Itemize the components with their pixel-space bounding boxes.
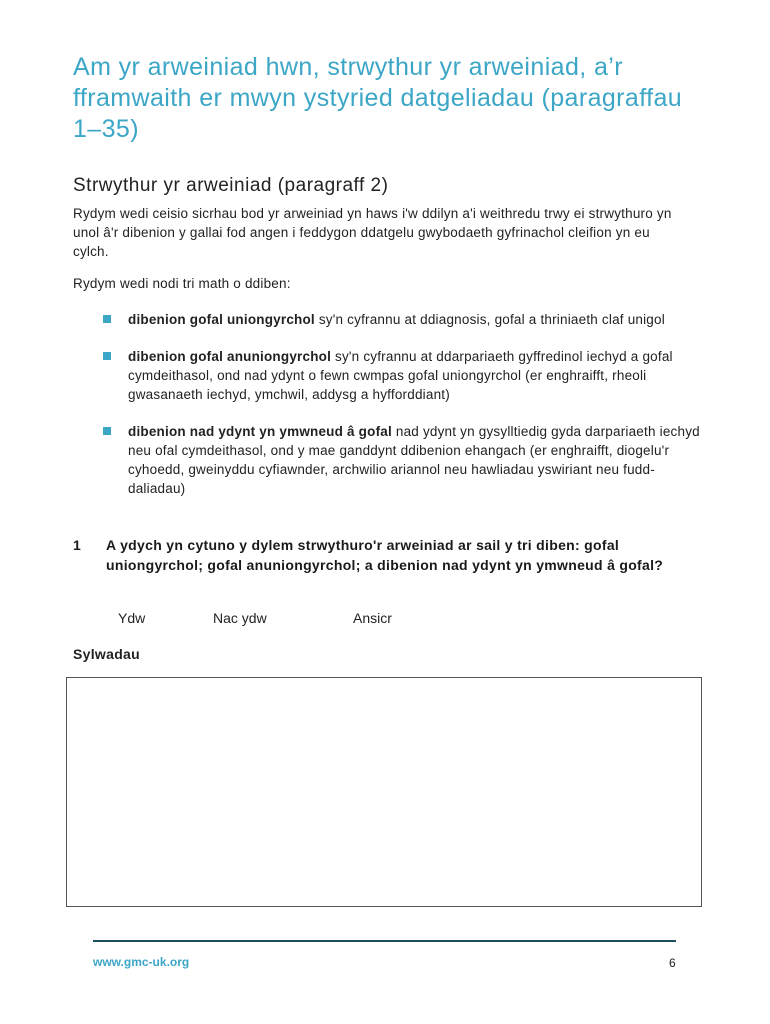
- intro-paragraph: Rydym wedi ceisio sicrhau bod yr arweiniad yn haws i'w ddilyn a'i weithredu trwy ei strwythuro yn unol â'r dibenion y gallai fod angen i feddygon ddatgelu gwybodaeth gyfrinachol cleifion yn eu cylch.: [73, 206, 672, 259]
- bullet-term: dibenion gofal uniongyrchol: [128, 312, 315, 327]
- option-no[interactable]: Nac ydw: [213, 610, 267, 626]
- square-bullet-icon: [103, 315, 111, 323]
- bullet-term: dibenion gofal anuniongyrchol: [128, 349, 332, 364]
- square-bullet-icon: [103, 352, 111, 360]
- bullet-text: sy'n cyfrannu at ddiagnosis, gofal a thriniaeth claf unigol: [314, 312, 665, 327]
- question-text: A ydych yn cytuno y dylem strwythuro'r arweiniad ar sail y tri diben: gofal uniongyrchol; gofal anuniongyrchol; a dibenion nad ydynt yn ymwneud â gofal?: [106, 537, 664, 573]
- list-item-indirect-care: [100, 347, 700, 404]
- option-unsure[interactable]: Ansicr: [353, 610, 392, 626]
- page-number: 6: [669, 956, 676, 970]
- purpose-list: [100, 310, 700, 516]
- bullet-text: sy'n cyfrannu at ddarpariaeth gyffredinol iechyd a gofal cymdeithasol, ond nad ydynt o fewn cwmpas gofal uniongyrchol (er enghraifft, rheoli gwasanaeth iechyd, ymchwil, addysg a hyfforddiant): [128, 349, 673, 402]
- footer-url-link[interactable]: www.gmc-uk.org: [93, 955, 190, 969]
- option-yes[interactable]: Ydw: [118, 610, 146, 626]
- comments-label: Sylwadau: [73, 646, 140, 662]
- purposes-intro-paragraph: Rydym wedi nodi tri math o ddiben:: [73, 276, 291, 291]
- question-number: 1: [73, 537, 81, 553]
- bullet-text: nad ydynt yn gysylltiedig gyda darpariaeth iechyd neu ofal cymdeithasol, ond y mae ganddynt ddibenion ehangach (er enghraifft, diogelu'r cyhoedd, gweinyddu cyfiawnder, archwilio ariannol neu hawliadau yswiriant neu fudd-daliadau): [128, 424, 700, 496]
- comments-textarea[interactable]: [66, 677, 702, 907]
- page-title: Am yr arweiniad hwn, strwythur yr arweiniad, a’r fframwaith er mwyn ystyried datgeliadau (paragraffau 1–35): [73, 53, 683, 143]
- bullet-term: dibenion nad ydynt yn ymwneud â gofal: [128, 424, 392, 439]
- section-heading: Strwythur yr arweiniad (paragraff 2): [73, 175, 389, 196]
- square-bullet-icon: [103, 427, 111, 435]
- answer-options: [0, 608, 770, 630]
- footer-divider: [93, 940, 676, 942]
- list-item-non-care: [100, 422, 700, 498]
- list-item-direct-care: [100, 310, 700, 329]
